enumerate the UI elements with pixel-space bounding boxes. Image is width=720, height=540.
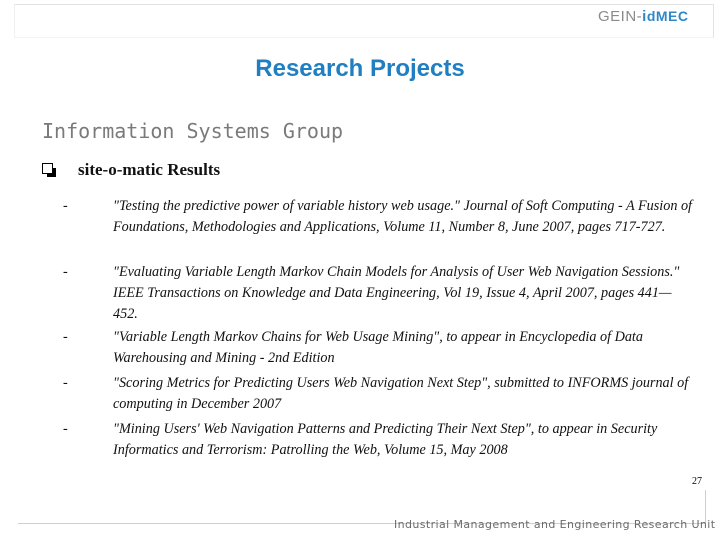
publication-text: "Evaluating Variable Length Markov Chain Models for Analysis of User Web Navigation Sessions." IEEE Transactions on Knowledge and Data Engineering, Vol 19, Issue 4, April 2007, pages 441—452.	[113, 264, 680, 322]
checkbox-bullet-icon	[42, 161, 56, 175]
group-subtitle: Information Systems Group	[42, 119, 344, 143]
logo-right-text: dMEC	[646, 8, 689, 24]
publication-text: "Testing the predictive power of variable history web usage." Journal of Soft Computing - A Fusion of Foundations, Methodologies and Applications, Volume 11, Number 8, June 2007, pages 717-727.	[113, 198, 692, 235]
publication-text: "Variable Length Markov Chains for Web Usage Mining", to appear in Encyclopedia of Data Warehousing and Mining - 2nd Edition	[113, 329, 643, 366]
logo-left-text: GEIN-	[598, 7, 643, 25]
page-number: 27	[692, 476, 702, 487]
section-heading: site-o-matic Results	[78, 160, 221, 179]
publication-text: "Mining Users' Web Navigation Patterns and Predicting Their Next Step", to appear in Security Informatics and Terrorism: Patrolling the Web, Volume 15, May 2008	[113, 421, 658, 458]
page-title: Research Projects	[255, 55, 465, 82]
dash-bullet: -	[63, 421, 68, 437]
logo-mark-icon: i	[642, 7, 647, 25]
dash-bullet: -	[63, 375, 68, 391]
footer-unit-name: Industrial Management and Engineering Research Unit	[394, 518, 716, 531]
publication-text: "Scoring Metrics for Predicting Users Web Navigation Next Step", submitted to INFORMS journal of computing in December 2007	[113, 375, 689, 412]
dash-bullet: -	[63, 198, 68, 214]
dash-bullet: -	[63, 264, 68, 280]
dash-bullet: -	[63, 329, 68, 345]
gein-idmec-logo	[598, 5, 710, 27]
